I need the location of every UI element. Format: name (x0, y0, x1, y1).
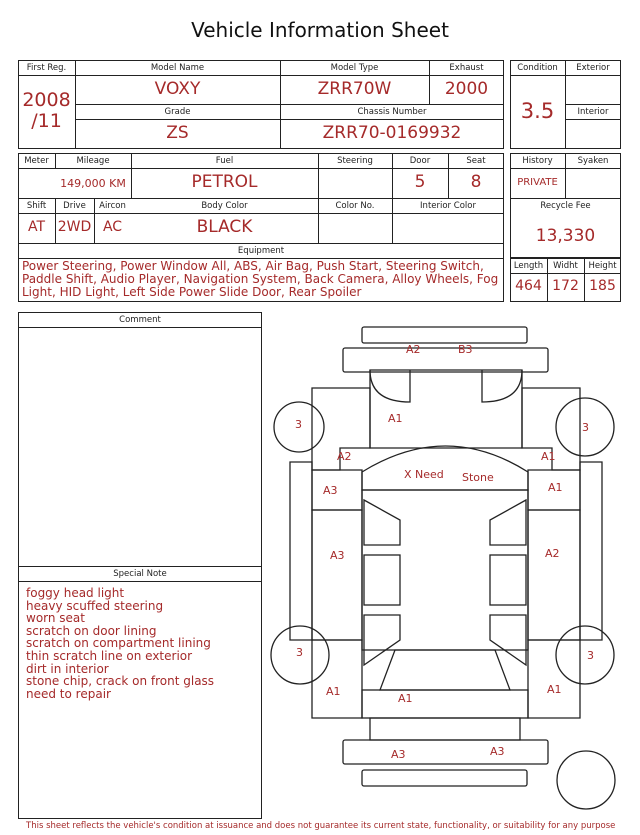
fuel-label: Fuel (215, 156, 234, 166)
equipment-list: Power Steering, Power Window All, ABS, Air Bag, Push Start, Steering Switch, Paddle Shift, Audio Player, Navigation System, Back Camera, Alloy Wheels, Fog Light, HID Light, Left Side Power Slide Door, Rear Spoiler (22, 259, 499, 299)
special-note-item: need to repair (26, 686, 111, 701)
damage-mark: B3 (458, 343, 473, 356)
body-color-label: Body Color (201, 201, 248, 211)
exterior-label: Exterior (576, 63, 610, 73)
exhaust-value: 2000 (444, 79, 489, 99)
history-value: PRIVATE (517, 177, 558, 188)
damage-mark: 3 (295, 418, 302, 431)
special-note-item: scratch on door lining (26, 623, 157, 638)
drive-value: 2WD (57, 219, 92, 235)
height-value: 185 (589, 278, 616, 294)
interior-color-label: Interior Color (420, 201, 476, 211)
first-reg-month: /11 (31, 110, 62, 132)
damage-mark: X Need (404, 468, 444, 481)
special-note-item: thin scratch line on exterior (26, 648, 193, 663)
damage-mark: A1 (398, 692, 413, 705)
damage-mark: A3 (391, 748, 406, 761)
length-label: Length (513, 261, 544, 271)
damage-mark: A2 (337, 450, 352, 463)
shift-value: AT (27, 219, 46, 235)
damage-mark: A3 (330, 549, 345, 562)
door-label: Door (409, 156, 431, 166)
grade-label: Grade (164, 107, 191, 117)
aircon-label: Aircon (99, 201, 126, 211)
condition-label: Condition (517, 63, 558, 73)
damage-mark: A2 (406, 343, 421, 356)
special-note-item: stone chip, crack on front glass (26, 674, 215, 689)
model-name-value: VOXY (154, 79, 201, 99)
length-value: 464 (515, 278, 542, 294)
interior-label: Interior (577, 107, 609, 117)
damage-mark: A1 (541, 450, 556, 463)
aircon-value: AC (102, 219, 123, 235)
damage-mark: A1 (548, 481, 563, 494)
height-label: Height (588, 261, 617, 271)
special-note-item: worn seat (26, 611, 85, 626)
special-note-item: dirt in interior (26, 661, 109, 676)
width-label: Widht (553, 261, 578, 271)
shift-label: Shift (26, 201, 47, 211)
damage-mark: 3 (587, 649, 594, 662)
special-note-item: scratch on compartment lining (26, 636, 211, 651)
first-reg-label: First Reg. (26, 63, 67, 73)
sheet-title: Vehicle Information Sheet (191, 18, 449, 42)
mileage-value: 149,000 KM (60, 177, 126, 190)
recycle-fee-label: Recycle Fee (540, 201, 591, 211)
damage-mark: A3 (490, 745, 505, 758)
drive-label: Drive (63, 201, 86, 211)
damage-mark: A1 (547, 683, 562, 696)
seat-value: 8 (470, 172, 482, 192)
recycle-fee-value: 13,330 (535, 226, 596, 246)
damage-mark: 3 (296, 646, 303, 659)
chassis-number-value: ZRR70-0169932 (322, 123, 462, 143)
grade-value: ZS (166, 123, 189, 143)
syaken-label: Syaken (577, 156, 609, 166)
comment-label: Comment (119, 315, 161, 325)
model-name-label: Model Name (150, 63, 205, 73)
body-color-value: BLACK (196, 217, 253, 237)
damage-mark: A2 (545, 547, 560, 560)
special-note-item: heavy scuffed steering (26, 598, 164, 613)
first-reg-year: 2008 (22, 89, 71, 111)
mileage-label: Mileage (76, 156, 110, 166)
model-type-value: ZRR70W (317, 79, 392, 99)
steering-label: Steering (337, 156, 373, 166)
damage-mark: 3 (582, 421, 589, 434)
fuel-value: PETROL (191, 172, 258, 192)
exhaust-label: Exhaust (449, 63, 484, 73)
chassis-number-label: Chassis Number (357, 107, 427, 117)
special-note-item: foggy head light (26, 586, 125, 600)
seat-label: Seat (466, 156, 486, 166)
color-no-label: Color No. (335, 201, 375, 211)
equipment-label: Equipment (237, 246, 285, 256)
meter-label: Meter (24, 156, 49, 166)
damage-mark: A1 (388, 412, 403, 425)
disclaimer-footer: This sheet reflects the vehicle's condition at issuance and does not guarantee its current state, functionality, or suitability for any purpose (26, 821, 616, 831)
door-value: 5 (414, 172, 426, 192)
damage-mark: A1 (326, 685, 341, 698)
condition-grade: 3.5 (520, 99, 555, 123)
special-note-label: Special Note (113, 569, 167, 579)
history-label: History (522, 156, 553, 166)
damage-mark: Stone (462, 471, 494, 484)
width-value: 172 (552, 278, 579, 294)
model-type-label: Model Type (330, 63, 379, 73)
damage-mark: A3 (323, 484, 338, 497)
